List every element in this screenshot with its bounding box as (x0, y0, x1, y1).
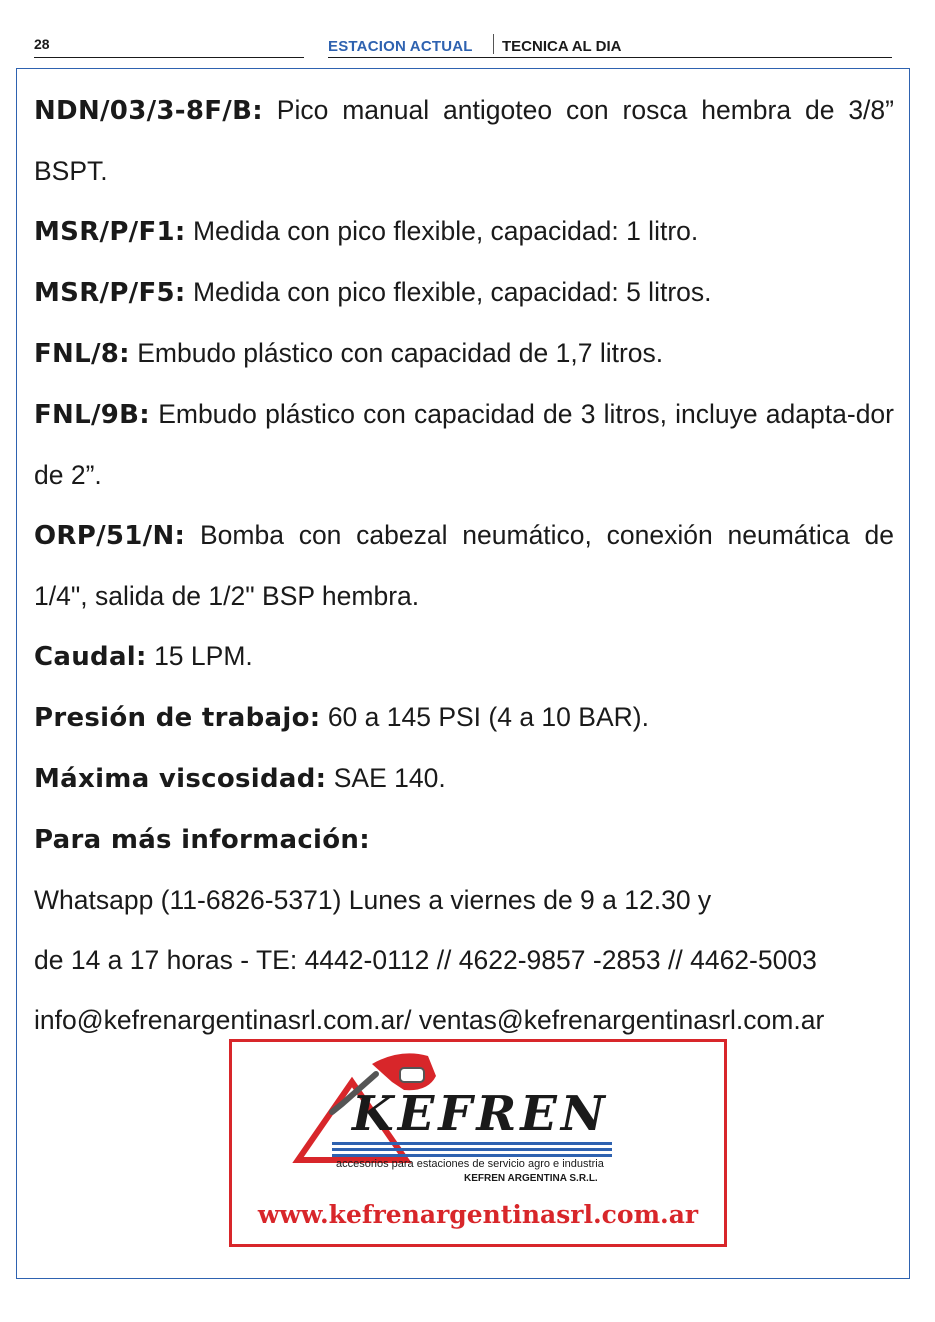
header-subsection: TECNICA AL DIA (502, 38, 622, 55)
header-separator (493, 34, 494, 54)
product-entry-fnl9b (34, 384, 894, 505)
product-code: MSR/P/F5: (34, 278, 186, 308)
contact-heading-text: Para más información: (34, 825, 370, 855)
product-description: Bomba con cabezal neumático, conexión neumática de 1/4", salida de 1/2" BSP hembra. (34, 520, 894, 611)
spec-caudal (34, 626, 894, 687)
spec-value: 15 LPM. (146, 641, 253, 671)
spec-label: Caudal: (34, 642, 147, 672)
product-description: Embudo plástico con capacidad de 1,7 litros. (129, 338, 664, 368)
header-rule-left (34, 57, 304, 58)
spec-label: Presión de trabajo: (34, 703, 321, 733)
spec-label: Máxima viscosidad: (34, 764, 327, 794)
product-entry-ndn (34, 80, 894, 201)
logo-website-url: www.kefrenargentinasrl.com.ar (257, 1200, 699, 1229)
spec-viscosidad (34, 748, 894, 809)
logo-tagline: accesorios para estaciones de servicio agro e industria (336, 1158, 604, 1170)
product-entry-msr-f1 (34, 201, 894, 262)
logo-wordmark: KEFREN (352, 1086, 609, 1142)
product-code: NDN/03/3-8F/B: (34, 96, 263, 126)
kefren-logo-box (229, 1039, 727, 1247)
header-section: ESTACION ACTUAL (328, 38, 473, 55)
contact-phones: de 14 a 17 horas - TE: 4442-0112 // 4622-9857 -2853 // 4462-5003 (34, 945, 817, 975)
spec-presion (34, 687, 894, 748)
product-description: Medida con pico flexible, capacidad: 5 litros. (185, 277, 712, 307)
header-rule-right (328, 57, 892, 58)
contact-emails: info@kefrenargentinasrl.com.ar/ ventas@kefrenargentinasrl.com.ar (34, 1005, 825, 1035)
product-code: ORP/51/N: (34, 521, 186, 551)
contact-heading (34, 809, 894, 870)
spec-value: SAE 140. (326, 763, 446, 793)
article-content (34, 80, 894, 1050)
page-number: 28 (34, 36, 50, 52)
product-description: Embudo plástico con capacidad de 3 litros, incluye adapta-dor de 2”. (34, 399, 894, 490)
product-description: Pico manual antigoteo con rosca hembra de 3/8” BSPT. (34, 95, 894, 186)
product-entry-fnl8 (34, 323, 894, 384)
logo-company-name: KEFREN ARGENTINA S.R.L. (464, 1173, 598, 1184)
contact-whatsapp: Whatsapp (11-6826-5371) Lunes a viernes de 9 a 12.30 y (34, 885, 712, 915)
product-entry-orp (34, 505, 894, 626)
product-code: FNL/9B: (34, 400, 150, 430)
product-entry-msr-f5 (34, 262, 894, 323)
product-code: MSR/P/F1: (34, 217, 186, 247)
spec-value: 60 a 145 PSI (4 a 10 BAR). (320, 702, 649, 732)
product-code: FNL/8: (34, 339, 130, 369)
product-description: Medida con pico flexible, capacidad: 1 litro. (185, 216, 699, 246)
